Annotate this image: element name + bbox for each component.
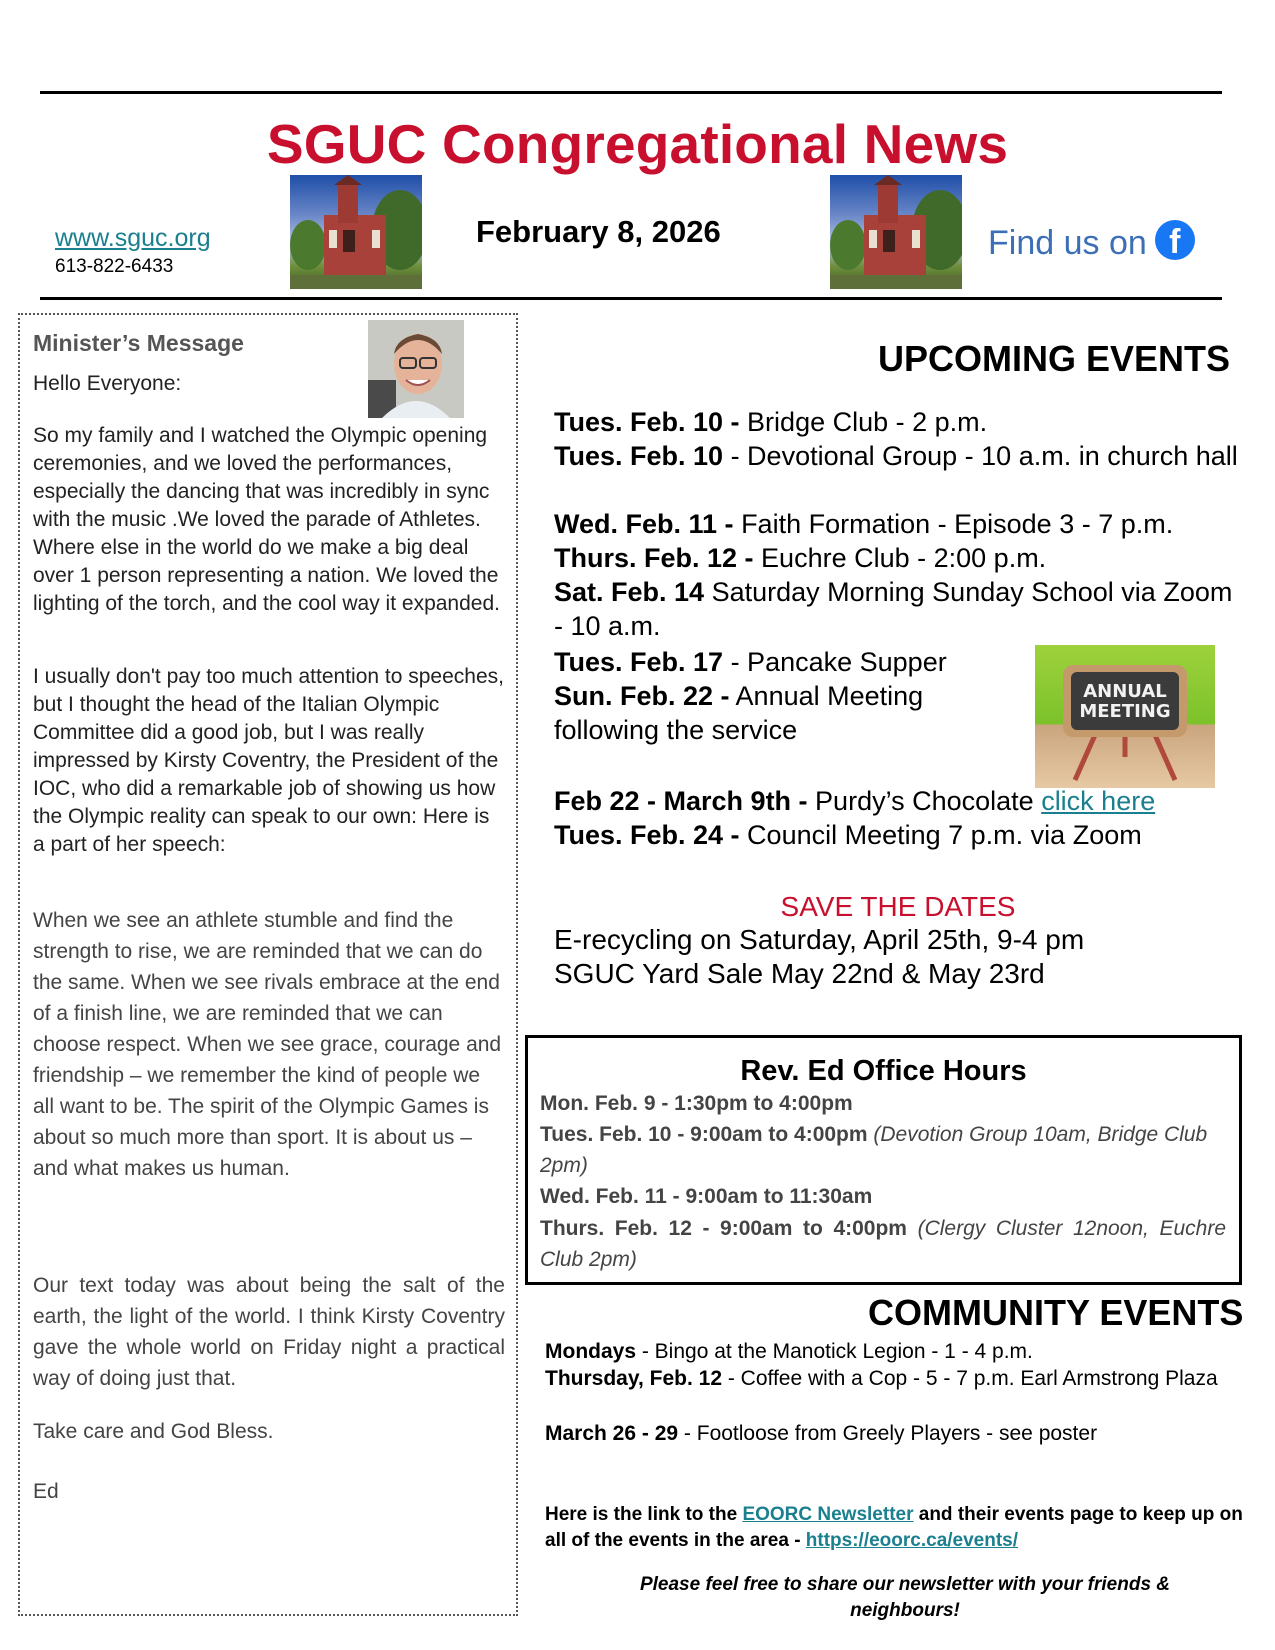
community-event-item: March 26 - 29 - Footloose from Greely Players - see poster: [545, 1422, 1098, 1445]
purdys-click-here-link[interactable]: click here: [1041, 786, 1156, 816]
office-hours-row: Mon. Feb. 9 - 1:30pm to 4:00pm: [540, 1092, 853, 1115]
newsletter-title: SGUC Congregational News: [266, 113, 1009, 175]
minister-paragraph-3: Our text today was about being the salt of the earth, the light of the world. I think Kirsty Coventry gave the whole world on Friday night a practical way of doing just that.: [33, 1274, 505, 1390]
annual-meeting-image: [1035, 645, 1215, 788]
event-item: Tues. Feb. 24 - Council Meeting 7 p.m. via Zoom: [554, 820, 1142, 850]
eoorc-events-link[interactable]: https://eoorc.ca/events/: [805, 1530, 1019, 1551]
eoorc-newsletter-link[interactable]: EOORC Newsletter: [742, 1504, 914, 1525]
community-events-heading: COMMUNITY EVENTS: [868, 1292, 1244, 1333]
signature: Ed: [33, 1480, 59, 1503]
office-hours-heading: Rev. Ed Office Hours: [740, 1055, 1027, 1087]
office-hours-row: Wed. Feb. 11 - 9:00am to 11:30am: [540, 1185, 873, 1208]
eoorc-paragraph: Here is the link to the EOORC Newsletter and their events page to keep up on all of the events in the area - https://eoorc.ca/events/: [545, 1504, 1243, 1551]
minister-heading: Minister’s Message: [33, 330, 244, 356]
phone-number: 613-822-6433: [55, 256, 174, 277]
community-event-item: Mondays - Bingo at the Manotick Legion - 1 - 4 p.m.: [545, 1340, 1033, 1363]
save-date-item: E-recycling on Saturday, April 25th, 9-4 pm: [554, 924, 1085, 955]
community-event-item: Thursday, Feb. 12 - Coffee with a Cop - 5 - 7 p.m. Earl Armstrong Plaza: [545, 1367, 1218, 1390]
upcoming-events-heading: UPCOMING EVENTS: [878, 338, 1231, 379]
facebook-link[interactable]: [988, 220, 1195, 263]
event-item: Tues. Feb. 10 - Devotional Group - 10 a.m. in church hall: [554, 441, 1238, 471]
share-note: Please feel free to share our newsletter with your friends & neighbours!: [639, 1574, 1171, 1621]
minister-paragraph-1: So my family and I watched the Olympic opening ceremonies, and we loved the performances, especially the dancing that was incredibly in sync with the music .We loved the parade of Athletes. Where else in the world do we make a big deal over 1 person representing a nation. We loved the lighting of the torch, and the cool way it expanded.: [33, 424, 500, 615]
save-the-dates-heading: SAVE THE DATES: [780, 891, 1016, 922]
event-item: Tues. Feb. 10 - Bridge Club - 2 p.m.: [554, 407, 988, 437]
save-date-item: SGUC Yard Sale May 22nd & May 23rd: [554, 958, 1045, 989]
olympic-speech-quote: When we see an athlete stumble and find the strength to rise, we are reminded that we can do the same. When we see rivals embrace at the end of a finish line, we are reminded that we can choose respect. When we see grace, courage and friendship – we remember the kind of people we all want to be. The spirit of the Olympic Games is about so much more than sport. It is about us – and what makes us human.: [33, 909, 502, 1180]
minister-portrait: [368, 320, 464, 418]
greeting: Hello Everyone:: [33, 372, 182, 395]
top-rule: [40, 91, 1222, 94]
event-item: Feb 22 - March 9th - Purdy’s Chocolate click here: [554, 786, 1156, 816]
annual-sign-line-2: MEETING: [1079, 701, 1171, 722]
event-item: Tues. Feb. 17 - Pancake Supper: [554, 647, 947, 677]
church-photo-left: [290, 175, 422, 289]
event-item: Wed. Feb. 11 - Faith Formation - Episode 3 - 7 p.m.: [554, 509, 1174, 539]
event-item: Sun. Feb. 22 - Annual Meeting following the service: [554, 681, 924, 745]
closing-line: Take care and God Bless.: [33, 1420, 274, 1443]
header-bottom-rule: [40, 297, 1222, 300]
event-item: Sat. Feb. 14 Saturday Morning Sunday School via Zoom - 10 a.m.: [554, 577, 1233, 641]
minister-paragraph-2: I usually don't pay too much attention to speeches, but I thought the head of the Italian Olympic Committee did a good job, but I was really impressed by Kirsty Coventry, the President of the IOC, who did a remarkable job of showing us how the Olympic reality can speak to our own: Here is a part of her speech:: [33, 665, 504, 856]
issue-date: February 8, 2026: [476, 214, 721, 249]
church-photo-right: [830, 175, 962, 289]
office-hours-row: Thurs. Feb. 12 - 9:00am to 4:00pm (Clergy Cluster 12noon, Euchre Club 2pm): [540, 1217, 1226, 1271]
annual-sign-line-1: ANNUAL: [1083, 681, 1167, 702]
event-item: Thurs. Feb. 12 - Euchre Club - 2:00 p.m.: [554, 543, 1047, 573]
office-hours-row: Tues. Feb. 10 - 9:00am to 4:00pm (Devotion Group 10am, Bridge Club 2pm): [540, 1123, 1208, 1177]
facebook-text: Find us on: [988, 224, 1147, 262]
website-link[interactable]: www.sguc.org: [55, 224, 211, 252]
facebook-icon: f: [1155, 220, 1195, 260]
